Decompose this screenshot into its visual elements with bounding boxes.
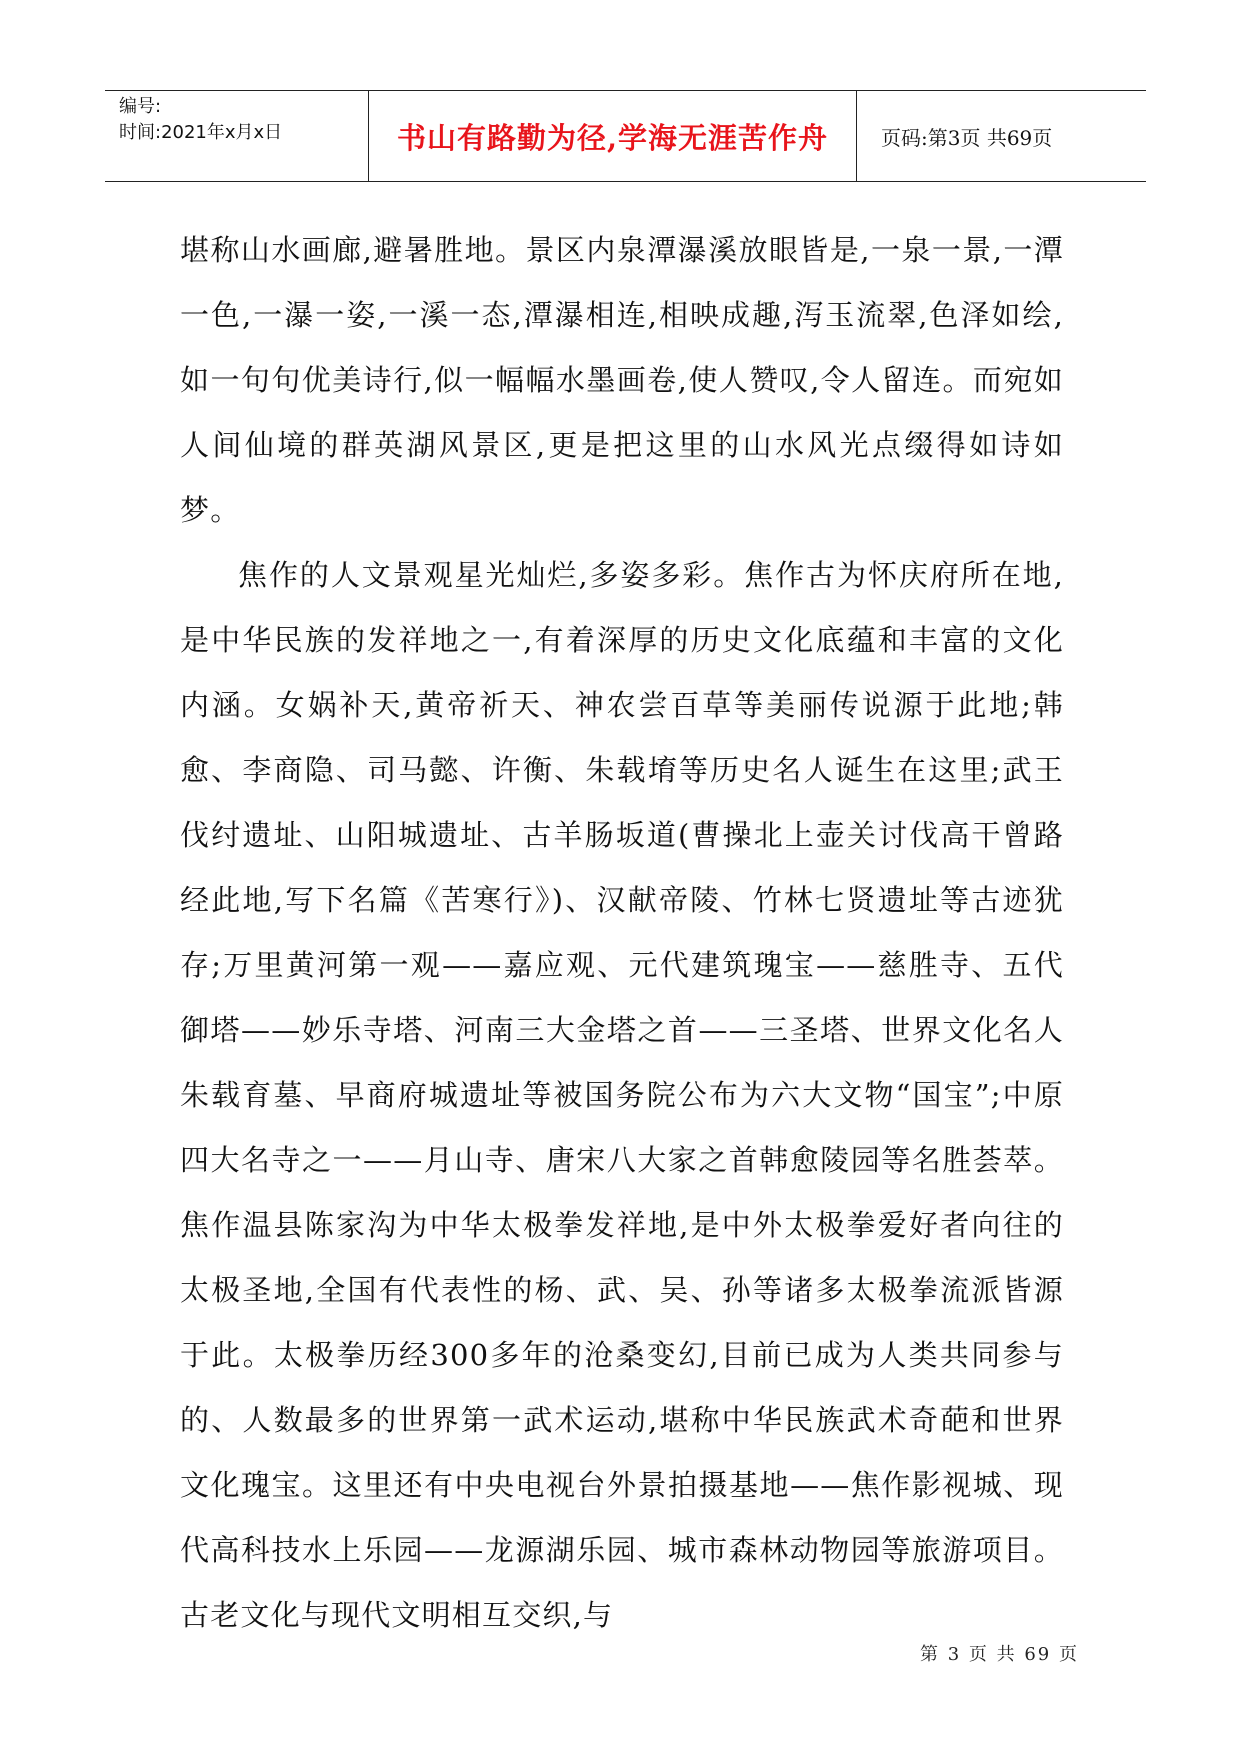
- header-meta: [105, 91, 369, 181]
- page-footer: 第 3 页 共 69 页: [920, 1644, 1079, 1665]
- document-time-label: 时间:2021年x月x日: [119, 122, 283, 143]
- page-header: [105, 90, 1146, 182]
- header-page-number: 页码:第3页 共69页: [881, 125, 1053, 150]
- paragraph-continued: 堪称山水画廊,避暑胜地。景区内泉潭瀑溪放眼皆是,一泉一景,一潭一色,一瀑一姿,一溪一态,潭瀑相连,相映成趣,泻玉流翠,色泽如绘,如一句句优美诗行,似一幅幅水墨画卷,使人赞叹,令人留连。而宛如人间仙境的群英湖风景区,更是把这里的山水风光点缀得如诗如梦。: [180, 233, 1064, 527]
- document-body: [180, 218, 1064, 1648]
- header-motto: 书山有路勤为径,学海无涯苦作舟: [369, 91, 857, 181]
- document-number-label: 编号:: [119, 96, 162, 117]
- paragraph-cultural-landscape: 焦作的人文景观星光灿烂,多姿多彩。焦作古为怀庆府所在地,是中华民族的发祥地之一,有着深厚的历史文化底蕴和丰富的文化内涵。女娲补天,黄帝祈天、神农尝百草等美丽传说源于此地;韩愈、李商隐、司马懿、许衡、朱载堉等历史名人诞生在这里;武王伐纣遗址、山阳城遗址、古羊肠坂道(曹操北上壶关讨伐高干曾路经此地,写下名篇《苦寒行》)、汉献帝陵、竹林七贤遗址等古迹犹存;万里黄河第一观——嘉应观、元代建筑瑰宝——慈胜寺、五代御塔——妙乐寺塔、河南三大金塔之首——三圣塔、世界文化名人朱载育墓、早商府城遗址等被国务院公布为六大文物“国宝”;中原四大名寺之一——月山寺、唐宋八大家之首韩愈陵园等名胜荟萃。焦作温县陈家沟为中华太极拳发祥地,是中外太极拳爱好者向往的太极圣地,全国有代表性的杨、武、吴、孙等诸多太极拳流派皆源于此。太极拳历经300多年的沧桑变幻,目前已成为人类共同参与的、人数最多的世界第一武术运动,堪称中华民族武术奇葩和世界文化瑰宝。这里还有中央电视台外景拍摄基地——焦作影视城、现代高科技水上乐园——龙源湖乐园、城市森林动物园等旅游项目。古老文化与现代文明相互交织,与: [180, 558, 1064, 1632]
